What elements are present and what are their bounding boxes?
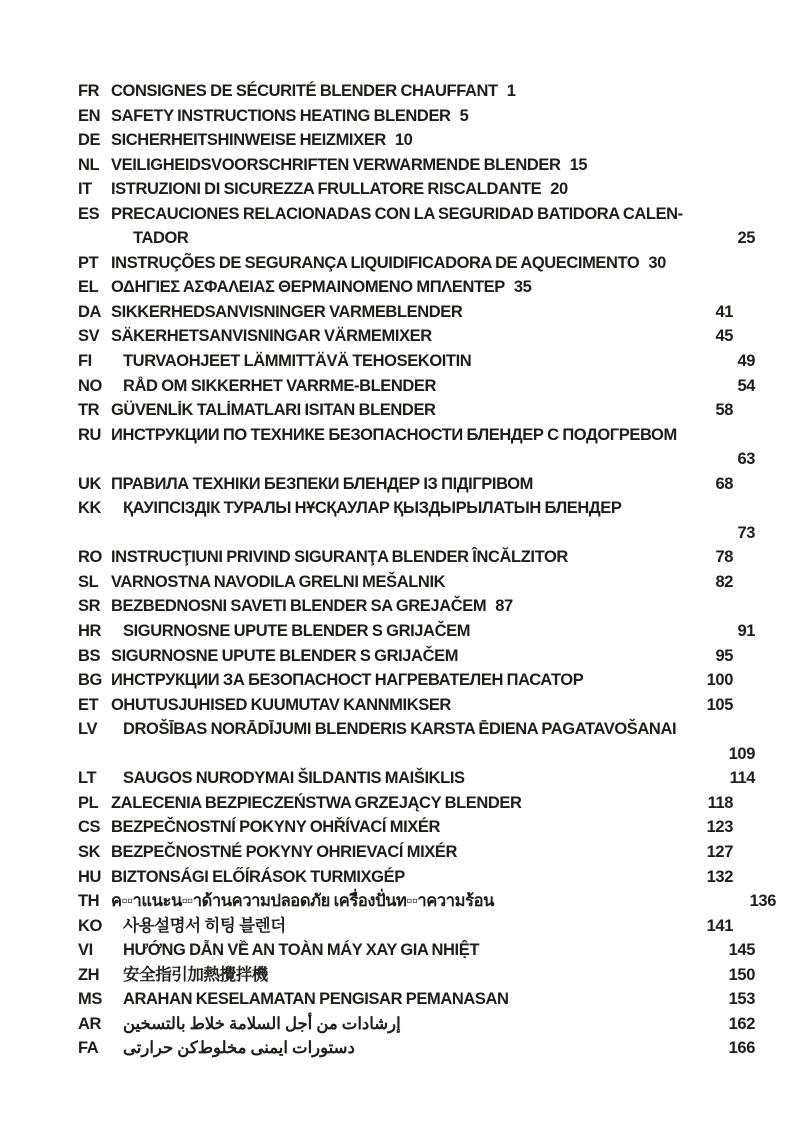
language-code: AR: [78, 1014, 102, 1033]
toc-row-sl: [78, 570, 733, 595]
section-title: SIKKERHEDSANVISNINGER VARMEBLENDER: [111, 302, 463, 321]
language-code: VI: [78, 941, 93, 960]
language-code: SR: [78, 597, 101, 616]
page-number: 109: [728, 744, 755, 763]
page-number: 141: [706, 916, 733, 935]
language-code: TR: [78, 401, 100, 420]
language-code: FI: [78, 352, 92, 371]
page-number: 118: [707, 793, 733, 812]
page-number: 127: [706, 842, 733, 861]
section-title: BEZBEDNOSNI SAVETI BLENDER SA GREJAČEM: [111, 597, 487, 616]
page-number: 153: [728, 990, 755, 1009]
section-title: ค▫▫าแนะน▫▫าด้านความปลอดภัย เครื่องปั่นท▫▫าความร้อน: [111, 892, 494, 911]
toc-row-lv: [78, 717, 755, 766]
language-code: RO: [78, 548, 102, 567]
language-code: TH: [78, 892, 100, 911]
section-title: TURVAOHJEET LÄMMITTÄVÄ TEHOSEKOITIN: [123, 352, 472, 371]
toc-row-tr: [78, 398, 733, 423]
page-number: 145: [728, 941, 755, 960]
toc-row-uk: [78, 472, 733, 497]
page-number: 41: [715, 302, 733, 321]
section-title: HƯỚNG DẪN VỀ AN TOÀN MÁY XAY GIA NHIỆT: [123, 941, 480, 960]
toc-row-fa: [78, 1036, 755, 1061]
page-number: 123: [706, 818, 733, 837]
page-number: 100: [706, 671, 733, 690]
toc-row-ko: [78, 914, 733, 939]
section-title: SAFETY INSTRUCTIONS HEATING BLENDER: [111, 106, 451, 125]
section-title-continuation: TADOR: [133, 229, 189, 248]
page-number: 166: [728, 1039, 755, 1058]
toc-row-el: [78, 275, 733, 300]
page-number: 10: [394, 131, 413, 150]
language-code: LV: [78, 720, 98, 739]
toc-row-fi: [78, 349, 755, 374]
page-number: 132: [706, 867, 733, 886]
section-title: ИНСТРУКЦИИ ЗА БЕЗОПАСНОСТ НАГРЕВАТЕЛЕН ПАСАТОР: [111, 671, 584, 690]
toc-row-ro: [78, 545, 733, 570]
section-title-line2: [111, 447, 755, 472]
page-number: 91: [737, 622, 755, 641]
section-title: INSTRUÇÕES DE SEGURANÇA LIQUIDIFICADORA DE AQUECIMENTO: [111, 253, 640, 272]
language-code: LT: [78, 769, 97, 788]
section-title-block: [123, 717, 755, 766]
language-code: HU: [78, 867, 102, 886]
toc-row-ar: [78, 1012, 755, 1037]
toc-row-pl: [78, 791, 733, 816]
section-title: ZALECENIA BEZPIECZEŃSTWA GRZEJĄCY BLENDER: [111, 793, 522, 812]
language-code: ZH: [78, 965, 100, 984]
page-number: 30: [648, 253, 666, 272]
section-title: إرشادات من أجل السلامة خلاط بالتسخين: [123, 1014, 401, 1033]
language-code: FR: [78, 82, 100, 100]
language-code: KK: [78, 499, 102, 518]
toc-row-cs: [78, 815, 733, 840]
section-title: ҚАУІПСІЗДІК ТУРАЛЫ НҰСҚАУЛАР ҚЫЗДЫРЫЛАТЫН БЛЕНДЕР: [123, 499, 622, 518]
section-title: ΟΔΗΓΙΕΣ ΑΣΦΑΛΕΙΑΣ ΘΕΡΜΑΙΝΟΜΕΝΟ ΜΠΛΕΝΤΕΡ: [111, 278, 505, 297]
toc-row-hu: [78, 865, 733, 890]
section-title: VARNOSTNA NAVODILA GRELNI MEŠALNIK: [111, 572, 446, 591]
toc-row-sv: [78, 324, 733, 349]
toc-row-vi: [78, 938, 755, 963]
language-code: RU: [78, 425, 102, 444]
toc-row-es: [78, 202, 755, 251]
page-number: 150: [728, 965, 755, 984]
section-title: SIGURNOSNE UPUTE BLENDER S GRIJAČEM: [123, 622, 471, 641]
section-title: SICHERHEITSHINWEISE HEIZMIXER: [111, 131, 386, 150]
toc-row-bs: [78, 644, 733, 669]
section-title: SIGURNOSNE UPUTE BLENDER S GRIJAČEM: [111, 646, 459, 665]
language-code: SL: [78, 572, 99, 591]
toc-row-ms: [78, 987, 755, 1012]
section-title-block: [123, 496, 755, 545]
language-code: KO: [78, 916, 102, 935]
section-title: ISTRUZIONI DI SICUREZZA FRULLATORE RISCALDANTE: [111, 180, 542, 199]
toc-row-ru: [78, 423, 755, 472]
section-title: BEZPEČNOSTNÉ POKYNY OHRIEVACÍ MIXÉR: [111, 842, 458, 861]
toc-row-kk: [78, 496, 755, 545]
language-code: CS: [78, 818, 101, 837]
section-title: SAUGOS NURODYMAI ŠILDANTIS MAIŠIKLIS: [123, 769, 465, 788]
page-number: 95: [715, 646, 733, 665]
page-number: 105: [706, 695, 733, 714]
language-code: FA: [78, 1039, 99, 1058]
section-title: RÅD OM SIKKERHET VARRME-BLENDER: [123, 376, 437, 395]
section-title-line2: [123, 742, 755, 767]
language-code: NL: [78, 155, 100, 174]
toc-row-en: [78, 104, 733, 129]
section-title: ARAHAN KESELAMATAN PENGISAR PEMANASAN: [123, 990, 509, 1009]
page-number: 45: [715, 327, 733, 346]
language-code: HR: [78, 622, 102, 641]
language-code: PL: [78, 793, 99, 812]
section-title: VEILIGHEIDSVOORSCHRIFTEN VERWARMENDE BLENDER: [111, 155, 561, 174]
toc-row-sk: [78, 840, 733, 865]
page-number: 78: [715, 548, 733, 567]
toc-row-th: [78, 889, 776, 914]
section-title-block: [111, 423, 755, 472]
section-title-line2: [123, 521, 755, 546]
page-number: 1: [506, 82, 516, 100]
page-number: 15: [569, 155, 588, 174]
section-title: DROŠĪBAS NORĀDĪJUMI BLENDERIS KARSTA ĒDIENA PAGATAVOŠANAI: [123, 720, 677, 739]
section-title: PRECAUCIONES RELACIONADAS CON LA SEGURIDAD BATIDORA CALEN-: [111, 204, 683, 223]
language-code: SK: [78, 842, 101, 861]
page-number: 114: [729, 769, 755, 788]
section-title: CONSIGNES DE SÉCURITÉ BLENDER CHAUFFANT: [111, 82, 498, 100]
language-code: DA: [78, 302, 102, 321]
page-number: 136: [749, 892, 776, 911]
page-number: 20: [550, 180, 568, 199]
language-code: MS: [78, 990, 102, 1009]
page-number: 63: [737, 450, 755, 469]
page-number: 49: [737, 352, 755, 371]
section-title: 安全指引加熱攪拌機: [123, 965, 268, 984]
page-number: 82: [715, 572, 733, 591]
section-title: OHUTUSJUHISED KUUMUTAV KANNMIKSER: [111, 695, 451, 714]
toc-row-et: [78, 693, 733, 718]
section-title: GÜVENLİK TALİMATLARI ISITAN BLENDER: [111, 401, 436, 420]
section-title: BIZTONSÁGI ELŐÍRÁSOK TURMIXGÉP: [111, 867, 405, 886]
toc-row-da: [78, 300, 733, 325]
toc-row-hr: [78, 619, 755, 644]
section-title: BEZPEČNOSTNÍ POKYNY OHŘÍVACÍ MIXÉR: [111, 818, 440, 837]
toc-row-bg: [78, 668, 733, 693]
language-code: ET: [78, 695, 99, 714]
section-title: INSTRUCŢIUNI PRIVIND SIGURANŢA BLENDER ÎNCĂLZITOR: [111, 548, 568, 567]
toc-row-fr: [78, 79, 733, 104]
toc-row-no: [78, 374, 755, 399]
language-code: SV: [78, 327, 100, 346]
language-code: BS: [78, 646, 101, 665]
page-number: 68: [715, 474, 733, 493]
toc-row-lt: [78, 766, 755, 791]
toc-row-de: [78, 128, 733, 153]
toc-row-it: [78, 177, 733, 202]
page-number: 54: [737, 376, 755, 395]
toc-row-nl: [78, 153, 733, 178]
page-number: 58: [715, 401, 733, 420]
section-title: 사용설명서 히팅 블렌더: [123, 916, 286, 935]
language-code: EL: [78, 278, 99, 297]
section-title: SÄKERHETSANVISNINGAR VÄRMEMIXER: [111, 327, 432, 346]
language-code: PT: [78, 253, 99, 272]
page-number: 73: [737, 523, 755, 542]
language-code: BG: [78, 671, 102, 690]
toc-row-pt: [78, 251, 733, 276]
section-title: ИНСТРУКЦИИ ПО ТЕХНИКЕ БЕЗОПАСНОСТИ БЛЕНДЕР С ПОДОГРЕВОМ: [111, 425, 677, 444]
page-number: 87: [495, 597, 513, 616]
language-code: IT: [78, 180, 92, 199]
language-code: EN: [78, 106, 101, 125]
section-title-block: [111, 202, 755, 251]
language-code: UK: [78, 474, 102, 493]
page-number: 25: [737, 229, 755, 248]
page-number: 5: [459, 106, 469, 125]
toc-row-zh: [78, 963, 755, 988]
toc-row-sr: [78, 594, 733, 619]
language-code: NO: [78, 376, 102, 395]
page-number: 35: [513, 278, 532, 297]
page-number: 162: [728, 1014, 755, 1033]
section-title: ПРАВИЛА ТЕХНІКИ БЕЗПЕКИ БЛЕНДЕР ІЗ ПІДІГРІВОМ: [111, 474, 533, 493]
language-code: DE: [78, 131, 101, 150]
section-title: دستورات ایمنی مخلوط‌کن حرارتی: [123, 1039, 355, 1058]
section-title-line2: [111, 226, 755, 251]
table-of-contents: [78, 79, 776, 1061]
language-code: ES: [78, 204, 100, 223]
